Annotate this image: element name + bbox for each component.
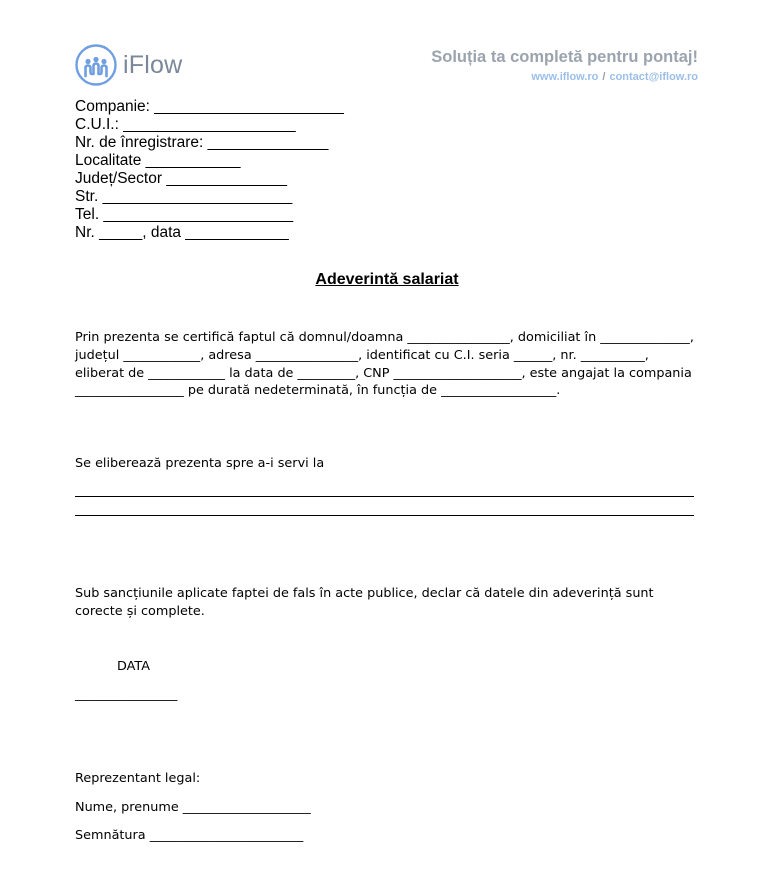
- registration-number-field: Nr. de înregistrare: ______________: [75, 134, 329, 151]
- representative-label: Reprezentant legal:: [75, 771, 201, 786]
- document-title: Adeverintă salariat: [315, 271, 459, 288]
- logo-text: iFlow: [123, 50, 183, 79]
- date-label: DATA: [117, 659, 150, 674]
- website-link[interactable]: www.iflow.ro: [531, 71, 599, 83]
- email-link[interactable]: contact@iflow.ro: [609, 71, 698, 83]
- people-group-icon: [75, 44, 117, 86]
- company-logo: [75, 44, 182, 86]
- header-tagline-block: [431, 48, 698, 83]
- number-date-field: Nr. _____, data ____________: [75, 224, 289, 241]
- street-field: Str. ______________________: [75, 188, 293, 205]
- declaration-paragraph: Sub sancțiunile aplicate faptei de fals în acte publice, declar că datele din adeverință sunt corecte și complete.: [75, 586, 658, 619]
- cui-field: C.U.I.: ____________________: [75, 116, 296, 133]
- company-field: Companie: ______________________: [75, 98, 344, 115]
- name-field: Nume, prenume ____________________: [75, 800, 311, 815]
- tagline: Soluția ta completă pentru pontaj!: [431, 48, 698, 66]
- link-separator: /: [602, 71, 606, 83]
- company-info-fields: [75, 98, 344, 242]
- purpose-line-1: [75, 496, 694, 497]
- signature-field: Semnătura ________________________: [75, 828, 304, 843]
- purpose-line-2: [75, 515, 694, 516]
- phone-field: Tel. ______________________: [75, 206, 294, 223]
- date-line: ________________: [75, 687, 178, 702]
- county-sector-field: Județ/Sector ______________: [75, 170, 288, 187]
- purpose-text: Se eliberează prezenta spre a-i servi la: [75, 456, 325, 471]
- contact-links: [431, 71, 698, 83]
- locality-field: Localitate ___________: [75, 152, 241, 169]
- certification-paragraph: Prin prezenta se certifică faptul că domnul/doamna ________________, domiciliat în ______________, județul ____________, adresa ________________, identificat cu C.I. seria ______, nr. __________, eliberat de ____________ la data de _________, CNP ____________________, este angajat la compania _________________ pe durată nedeterminată, în funcția de __________________.: [75, 330, 698, 399]
